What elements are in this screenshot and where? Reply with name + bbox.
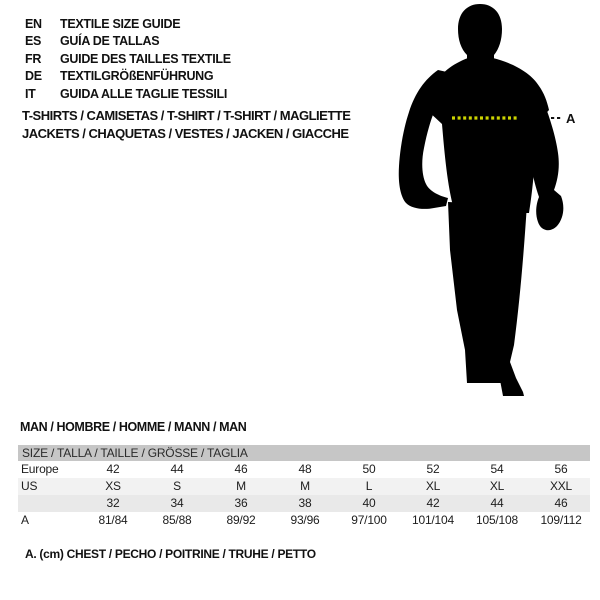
table-cell: 48 bbox=[298, 462, 312, 476]
table-row-chest-a bbox=[18, 512, 590, 529]
table-cell: 36 bbox=[234, 496, 248, 510]
table-row-europe bbox=[18, 461, 590, 478]
table-row-intl bbox=[18, 495, 590, 512]
language-code: FR bbox=[25, 51, 42, 66]
language-code: IT bbox=[25, 86, 36, 101]
table-cell: 93/96 bbox=[290, 513, 320, 527]
category-line-jackets: JACKETS / CHAQUETAS / VESTES / JACKEN / GIACCHE bbox=[22, 126, 349, 141]
section-title-man: MAN / HOMBRE / HOMME / MANN / MAN bbox=[20, 420, 247, 434]
table-cell: 46 bbox=[234, 462, 248, 476]
table-cell: 42 bbox=[106, 462, 120, 476]
row-label: A bbox=[21, 513, 29, 527]
table-cell: 34 bbox=[170, 496, 184, 510]
row-label: US bbox=[21, 479, 38, 493]
table-cell: 105/108 bbox=[476, 513, 518, 527]
size-table-header: SIZE / TALLA / TAILLE / GRÖSSE / TAGLIA bbox=[18, 445, 590, 461]
language-title: GUIDA ALLE TAGLIE TESSILI bbox=[60, 86, 228, 101]
table-cell: 89/92 bbox=[226, 513, 256, 527]
size-table bbox=[18, 445, 590, 529]
measure-label-a: A bbox=[566, 111, 576, 126]
language-code: ES bbox=[25, 34, 42, 49]
silhouette-shapes bbox=[399, 4, 564, 396]
silhouette-head bbox=[458, 4, 502, 63]
table-cell: 32 bbox=[106, 496, 120, 510]
table-cell: 56 bbox=[554, 462, 568, 476]
table-cell: S bbox=[173, 479, 181, 493]
language-title: GUIDE DES TAILLES TEXTILE bbox=[60, 51, 231, 66]
table-cell: 54 bbox=[490, 462, 504, 476]
table-cell: 52 bbox=[426, 462, 440, 476]
table-cell: 85/88 bbox=[162, 513, 192, 527]
table-cell: 109/112 bbox=[540, 513, 582, 527]
row-label: Europe bbox=[21, 462, 59, 476]
table-cell: 97/100 bbox=[351, 513, 387, 527]
language-code: EN bbox=[25, 16, 42, 31]
table-cell: 44 bbox=[490, 496, 504, 510]
table-row-us bbox=[18, 478, 590, 495]
table-cell: 101/104 bbox=[412, 513, 454, 527]
row-label bbox=[18, 495, 81, 512]
category-line-tshirts: T-SHIRTS / CAMISETAS / T-SHIRT / T-SHIRT / MAGLIETTE bbox=[22, 108, 351, 123]
measurement-footnote: A. (cm) CHEST / PECHO / POITRINE / TRUHE / PETTO bbox=[25, 547, 316, 561]
table-cell: 46 bbox=[554, 496, 568, 510]
language-title: GUÍA DE TALLAS bbox=[60, 34, 160, 49]
table-cell: XL bbox=[489, 479, 505, 493]
language-title: TEXTILGRÖßENFÜHRUNG bbox=[60, 69, 214, 84]
table-cell: XS bbox=[105, 479, 121, 493]
table-cell: M bbox=[236, 479, 246, 493]
table-cell: L bbox=[365, 479, 373, 493]
table-cell: XXL bbox=[549, 479, 573, 493]
table-cell: 81/84 bbox=[98, 513, 128, 527]
table-cell: 50 bbox=[362, 462, 376, 476]
table-cell: 38 bbox=[298, 496, 312, 510]
table-cell: 44 bbox=[170, 462, 184, 476]
table-cell: 40 bbox=[362, 496, 376, 510]
language-code: DE bbox=[25, 69, 42, 84]
table-cell: 42 bbox=[426, 496, 440, 510]
table-cell: XL bbox=[425, 479, 441, 493]
language-title: TEXTILE SIZE GUIDE bbox=[60, 16, 181, 31]
table-cell: M bbox=[300, 479, 310, 493]
